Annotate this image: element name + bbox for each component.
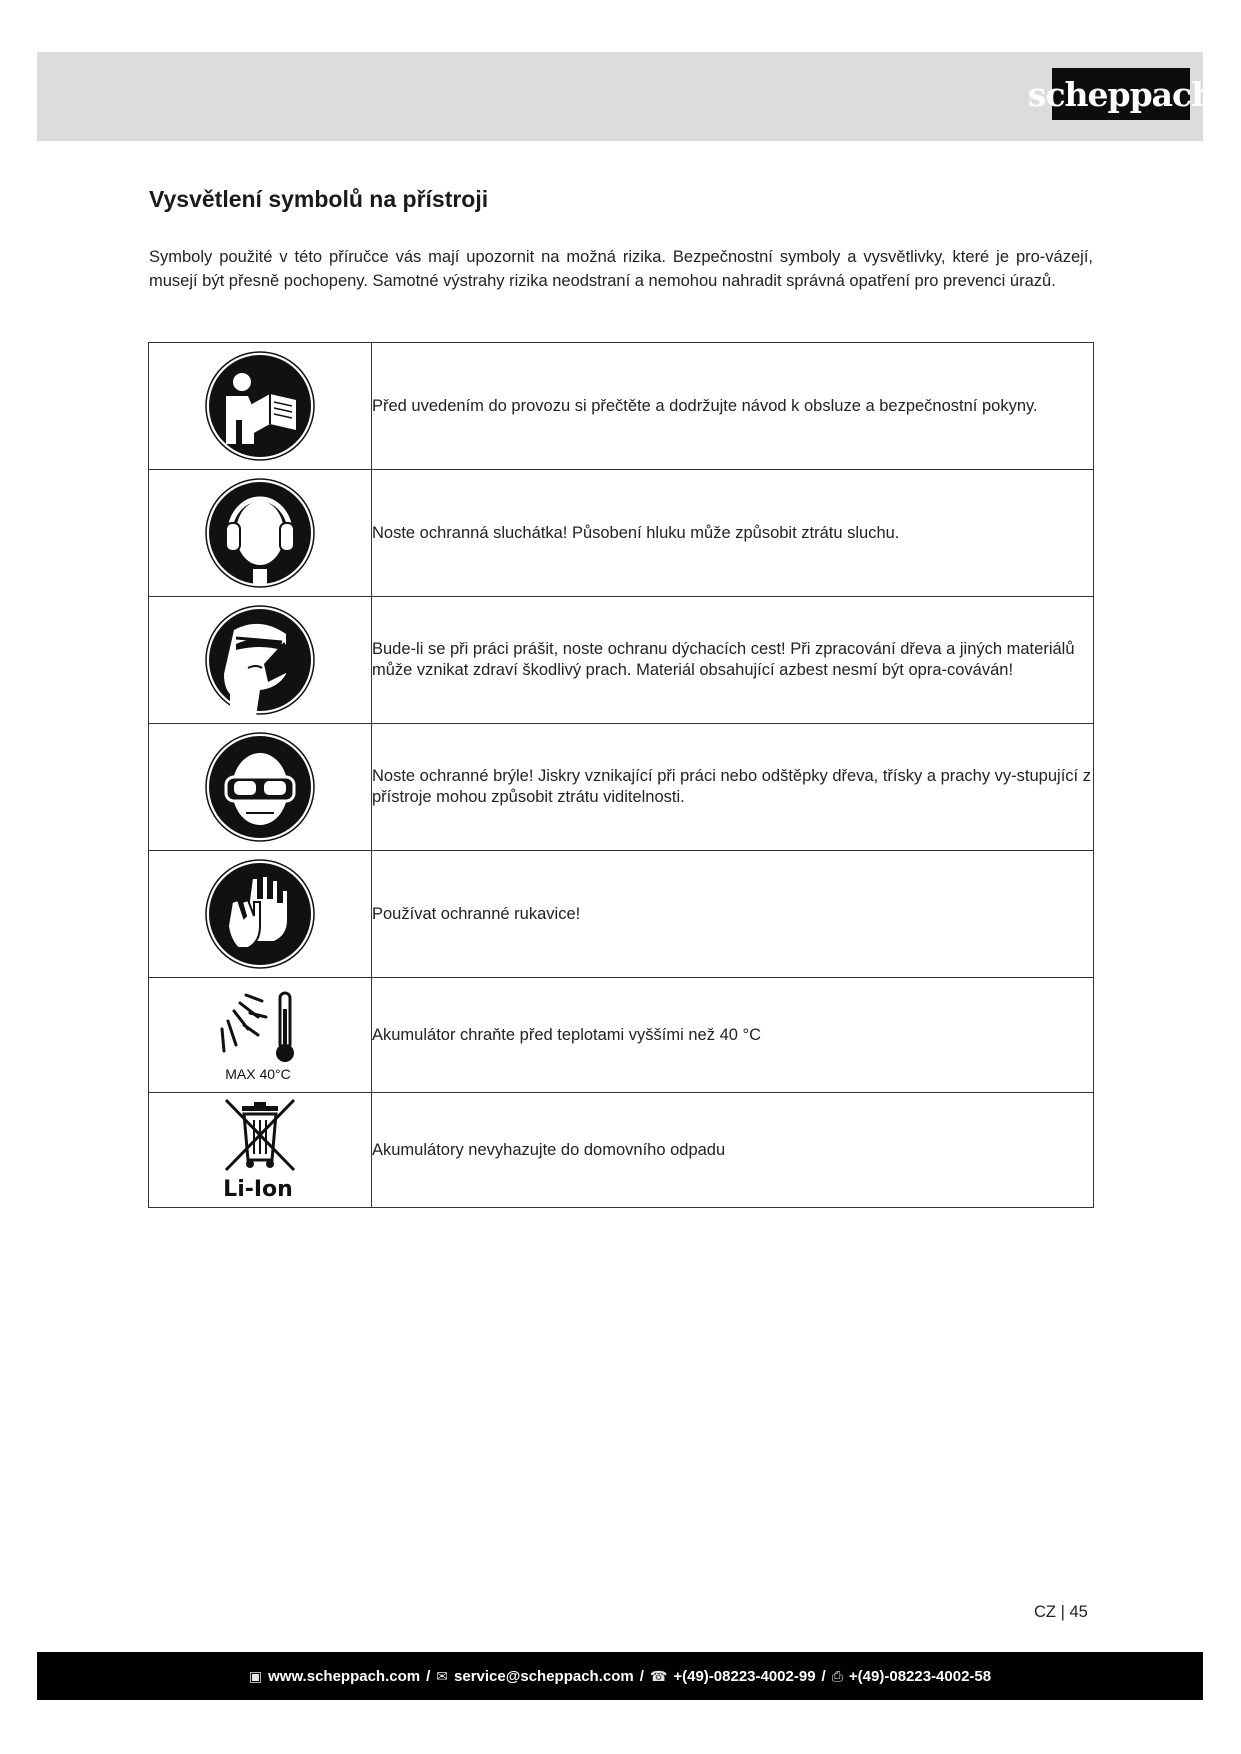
symbol-cell bbox=[149, 470, 372, 597]
max-temp-label: MAX 40°C bbox=[225, 1066, 291, 1082]
symbol-cell bbox=[149, 724, 372, 851]
table-row bbox=[149, 724, 1094, 851]
symbol-text: Bude-li se při práci prášit, noste ochranu dýchacích cest! Při zpracování dřeva a jiných materiálů může vznikat zdraví škodlivý prach. Materiál obsahující azbest nesmí být opra-cováván! bbox=[372, 597, 1094, 724]
symbol-text: Akumulátory nevyhazujte do domovního odpadu bbox=[372, 1093, 1094, 1208]
symbol-cell bbox=[149, 978, 372, 1093]
table-row bbox=[149, 470, 1094, 597]
safety-goggles-icon bbox=[204, 731, 316, 843]
separator: / bbox=[426, 1667, 431, 1685]
intro-paragraph: Symboly použité v této příručce vás mají upozornit na možná rizika. Bezpečnostní symboly a vysvětlivky, které je pro-vázejí, musejí být přesně pochopeny. Samotné výstrahy rizika neodstraní a nemohou nahradit správná opatření pro prevenci úrazů. bbox=[149, 248, 1093, 290]
symbol-text: Noste ochranné brýle! Jiskry vznikající při práci nebo odštěpky dřeva, třísky a prachy vy-stupující z přístroje mohou způsobit ztrátu viditelnosti. bbox=[372, 724, 1094, 851]
max-temperature-icon bbox=[200, 985, 320, 1085]
symbol-cell bbox=[149, 343, 372, 470]
symbol-cell bbox=[149, 1093, 372, 1208]
fax-icon: ⎙ bbox=[831, 1667, 843, 1684]
email-icon: ✉ bbox=[436, 1667, 449, 1684]
table-row bbox=[149, 343, 1094, 470]
dust-mask-icon bbox=[204, 604, 316, 716]
symbols-table bbox=[148, 342, 1094, 1208]
phone-icon: ☎ bbox=[649, 1667, 668, 1684]
symbol-text: Používat ochranné rukavice! bbox=[372, 851, 1094, 978]
table-row bbox=[149, 978, 1094, 1093]
website-link[interactable]: www.scheppach.com bbox=[268, 1667, 421, 1685]
footer-contact-bar bbox=[37, 1652, 1203, 1700]
read-manual-icon bbox=[204, 350, 316, 462]
table-row bbox=[149, 1093, 1094, 1208]
li-ion-label: Li-Ion bbox=[223, 1177, 293, 1202]
symbol-cell bbox=[149, 597, 372, 724]
symbol-cell bbox=[149, 851, 372, 978]
brand-logo[interactable]: scheppach bbox=[1052, 68, 1190, 120]
symbol-text: Akumulátor chraňte před teplotami vyššími než 40 °C bbox=[372, 978, 1094, 1093]
symbol-text: Před uvedením do provozu si přečtěte a dodržujte návod k obsluze a bezpečnostní pokyny. bbox=[372, 343, 1094, 470]
header-band bbox=[37, 52, 1215, 141]
symbol-text: Noste ochranná sluchátka! Působení hluku může způsobit ztrátu sluchu. bbox=[372, 470, 1094, 597]
table-row bbox=[149, 851, 1094, 978]
separator: / bbox=[821, 1667, 826, 1685]
ear-protection-icon bbox=[204, 477, 316, 589]
crossed-bin-icon bbox=[200, 1094, 320, 1206]
page-title: Vysvětlení symbolů na přístroji bbox=[149, 186, 489, 212]
computer-icon: ▣ bbox=[248, 1667, 263, 1684]
email-link[interactable]: service@scheppach.com bbox=[454, 1667, 634, 1685]
phone-number: +(49)-08223-4002-99 bbox=[673, 1667, 816, 1685]
table-row bbox=[149, 597, 1094, 724]
separator: / bbox=[639, 1667, 644, 1685]
page-number: CZ | 45 bbox=[1034, 1603, 1088, 1621]
protective-gloves-icon bbox=[204, 858, 316, 970]
fax-number: +(49)-08223-4002-58 bbox=[848, 1667, 992, 1685]
